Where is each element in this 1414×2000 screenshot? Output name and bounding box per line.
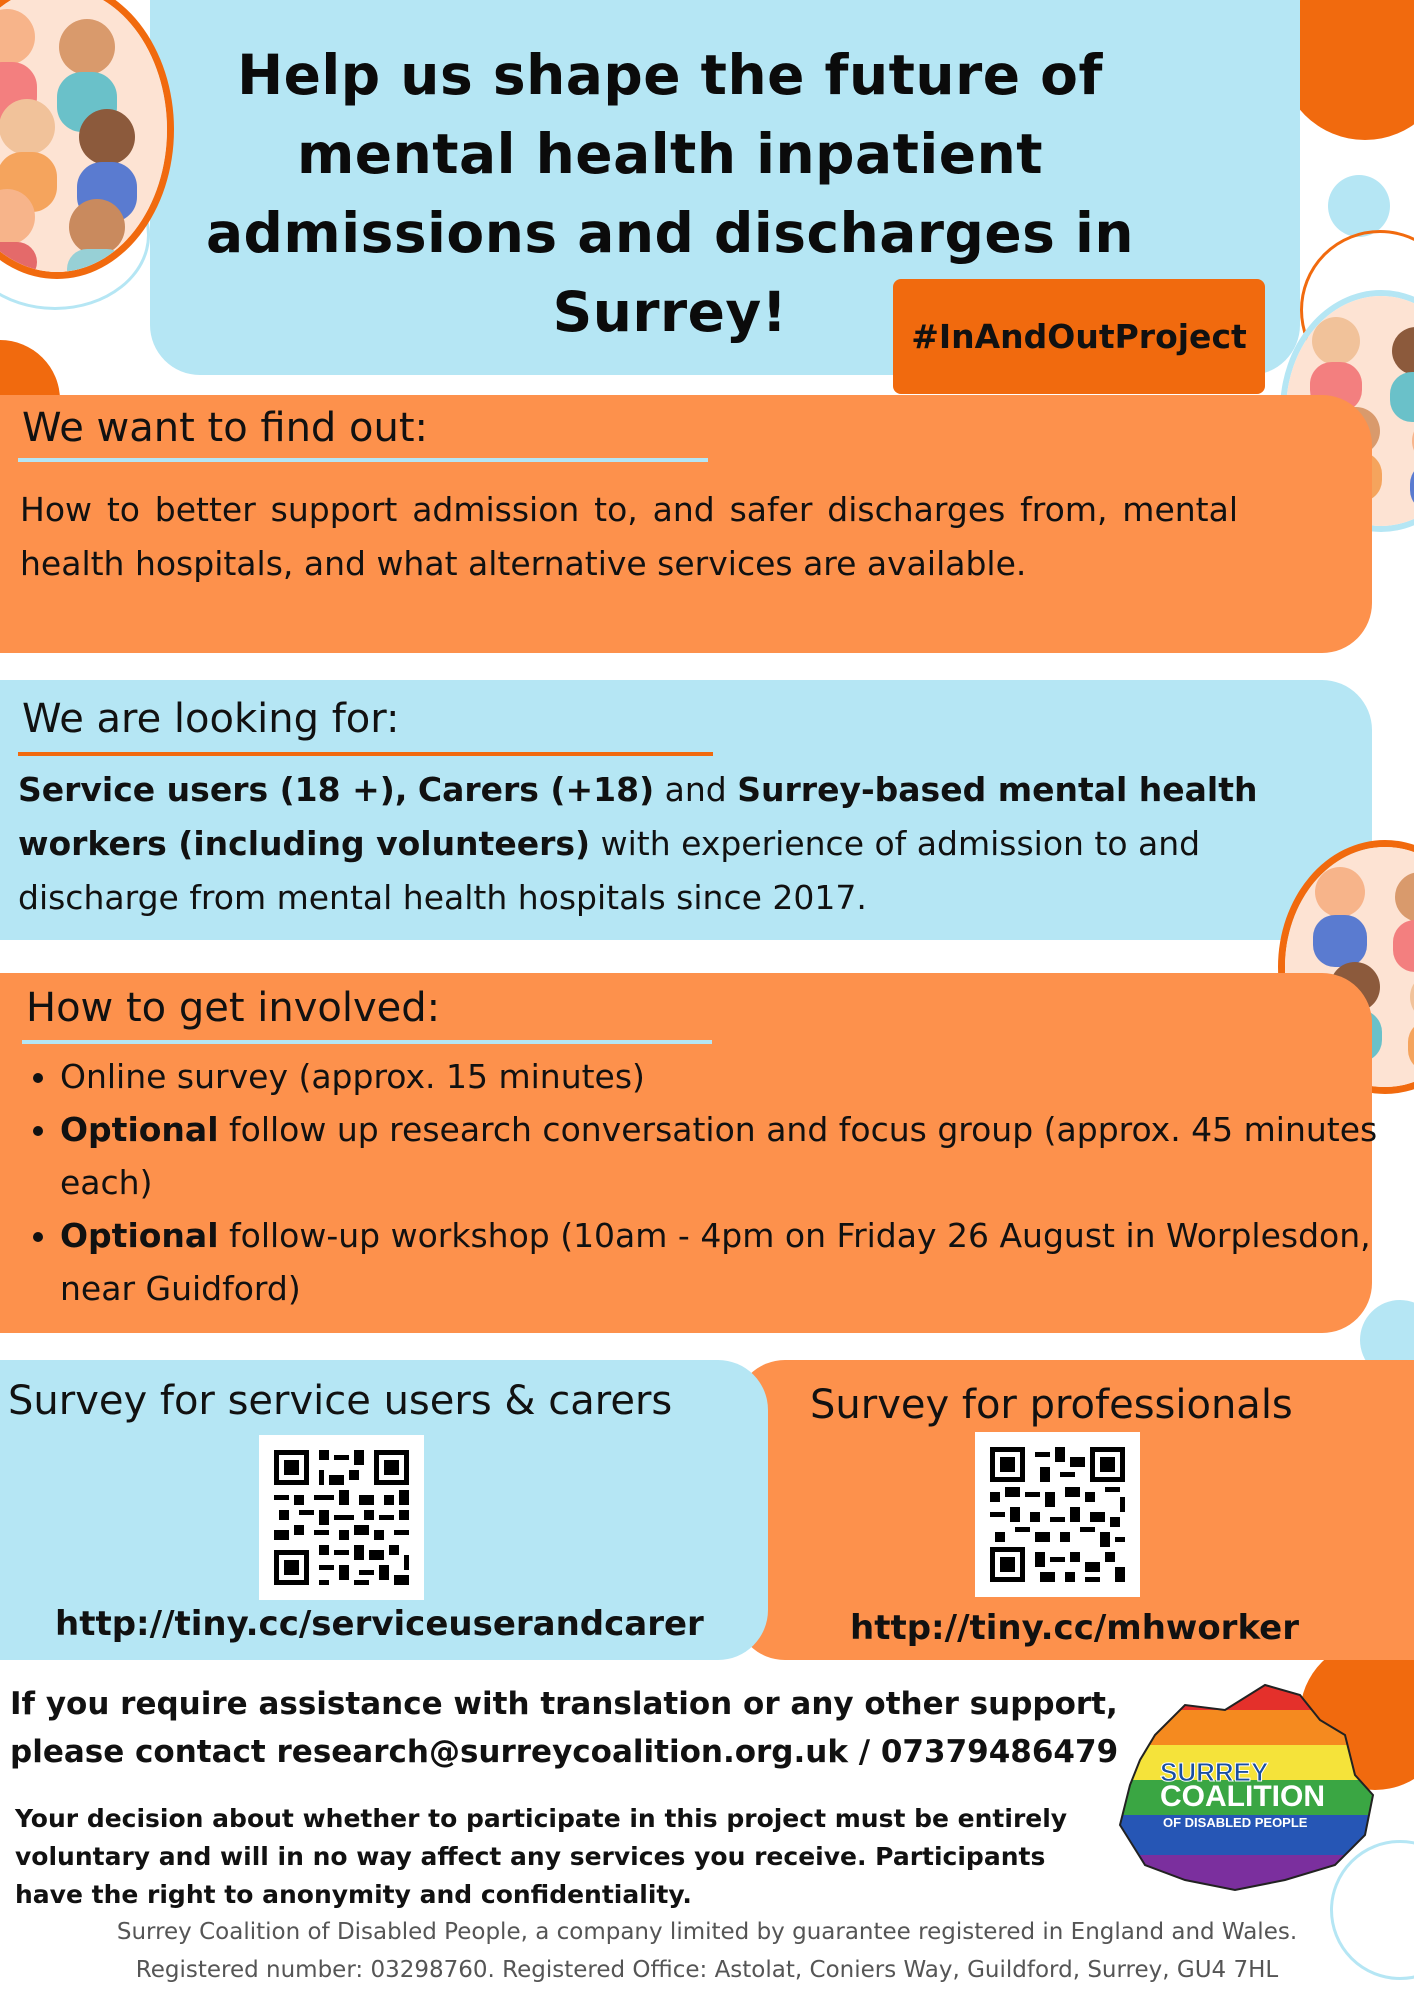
contact-details[interactable]: research@surreycoalition.org.uk / 07379486479 bbox=[276, 1734, 1119, 1770]
survey-professionals-title: Survey for professionals bbox=[810, 1382, 1293, 1428]
involved-heading: How to get involved: bbox=[26, 985, 441, 1031]
find-out-heading: We want to find out: bbox=[22, 405, 429, 451]
disclaimer-text: Your decision about whether to participate in this project must be entirely voluntary and will in no way affect any services you receive. Participants have the right to anonymity and confidentiality. bbox=[15, 1804, 1068, 1909]
decorative-circle-small-right bbox=[1328, 175, 1390, 237]
survey-users-link[interactable]: http://tiny.cc/serviceuserandcarer bbox=[55, 1604, 704, 1644]
find-out-underline bbox=[18, 458, 708, 462]
and-text: and bbox=[664, 770, 727, 809]
hashtag-text: #InAndOutProject bbox=[911, 317, 1247, 356]
footer-line1: Surrey Coalition of Disabled People, a company limited by guarantee registered in England and Wales. bbox=[116, 1919, 1298, 1945]
decorative-circle-top-right bbox=[1280, 0, 1414, 140]
looking-for-underline bbox=[18, 752, 713, 756]
footer-line2: Registered number: 03298760. Registered Office: Astolat, Coniers Way, Guildford, Surrey, GU4 7HL bbox=[135, 1957, 1279, 1983]
logo-coalition-text: COALITION bbox=[1160, 1780, 1325, 1813]
involved-item-survey: • Online survey (approx. 15 minutes) bbox=[60, 1050, 1390, 1103]
involved-item-conversation: • Optional follow up research conversation and focus group (approx. 45 minutes each) bbox=[60, 1103, 1390, 1209]
looking-for-text bbox=[18, 763, 1308, 925]
carers-label: Carers (+18) bbox=[417, 770, 655, 809]
contact-text bbox=[10, 1680, 1118, 1776]
involved-item-workshop: • Optional follow-up workshop (10am - 4pm on Friday 26 August in Worplesdon, near Guidford) bbox=[60, 1209, 1390, 1315]
survey-professionals-link[interactable]: http://tiny.cc/mhworker bbox=[850, 1608, 1299, 1648]
involved-list bbox=[20, 1050, 1390, 1315]
find-out-text: How to better support admission to, and safer discharges from, mental health hospitals, and what alternative services are available. bbox=[20, 490, 1238, 583]
hashtag-badge bbox=[893, 279, 1265, 394]
survey-users-title: Survey for service users & carers bbox=[8, 1378, 673, 1424]
survey-users-qr-code[interactable] bbox=[259, 1435, 424, 1600]
workers-label: Surrey-based mental health workers (including volunteers) bbox=[18, 770, 1258, 863]
logo-subtitle-text: OF DISABLED PEOPLE bbox=[1163, 1815, 1308, 1830]
service-users-label: Service users (18 +), bbox=[18, 770, 408, 809]
involved-underline bbox=[22, 1040, 712, 1044]
footer bbox=[0, 1913, 1414, 1989]
survey-professionals-qr-code[interactable] bbox=[975, 1432, 1140, 1597]
logo-surrey-text: SURREY bbox=[1160, 1757, 1269, 1787]
page-title: Help us shape the future of mental health inpatient admissions and discharges in Surrey! bbox=[205, 43, 1135, 344]
surrey-coalition-logo bbox=[1115, 1665, 1380, 1895]
contact-prefix: please contact bbox=[10, 1734, 266, 1770]
looking-for-heading: We are looking for: bbox=[22, 696, 400, 742]
contact-line1: If you require assistance with translation or any other support, bbox=[10, 1686, 1118, 1722]
looking-for-rest: with experience of admission to and discharge from mental health hospitals since 2017. bbox=[18, 824, 1201, 917]
